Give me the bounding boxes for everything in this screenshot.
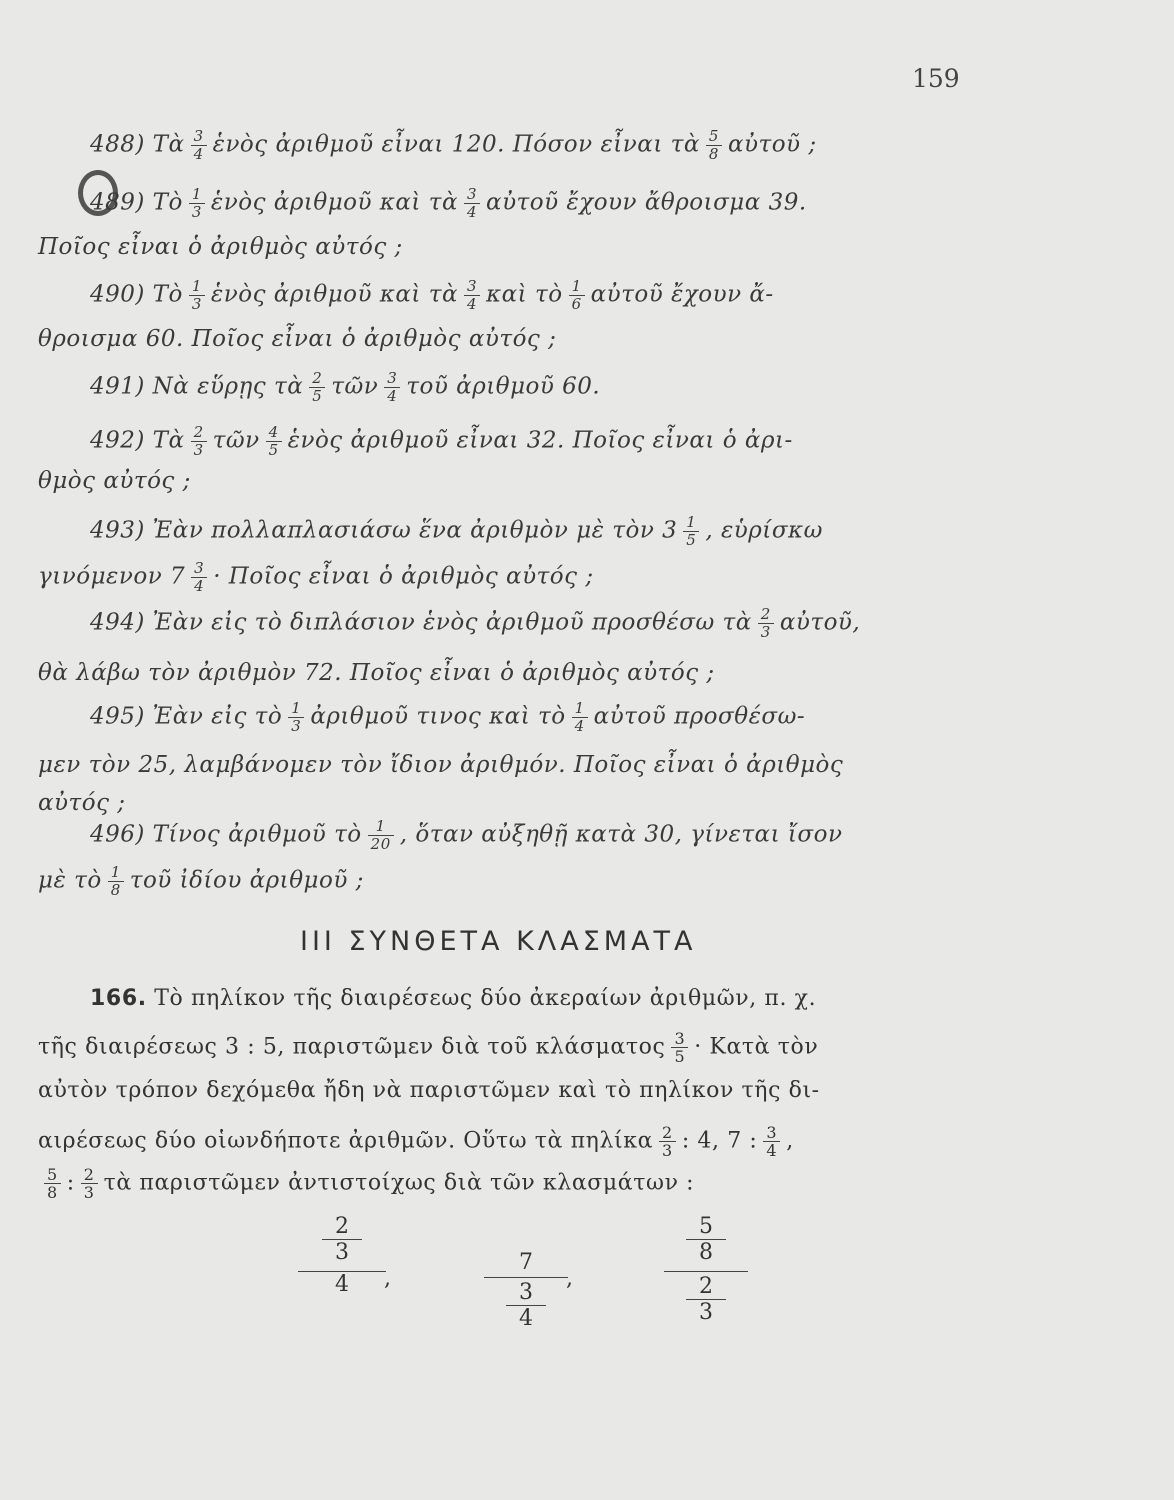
para-166-line-1: 166. Τὸ πηλίκον τῆς διαιρέσεως δύο ἀκεραίων ἀριθμῶν, π. χ. xyxy=(90,986,817,1011)
problem-494-cont: θὰ λάβω τὸν ἀριθμὸν 72. Ποῖος εἶναι ὁ ἀριθμὸς αὐτός ; xyxy=(38,660,715,686)
problem-489-cont: Ποῖος εἶναι ὁ ἀριθμὸς αὐτός ; xyxy=(38,234,403,260)
section-heading: III ΣΥΝΘΕΤΑ ΚΛΑΣΜΑΤΑ xyxy=(300,926,697,957)
problem-491: 491) Νὰ εὕρῃς τὰ $\frac{2}{5}$ τῶν $\frac{3}{4}$ τοῦ ἀριθμοῦ 60. xyxy=(90,369,601,405)
book-page: 159 488) Τὰ $\frac{3}{4}$ ἑνὸς ἀριθμοῦ εἶναι 120. Πόσον εἶναι τὰ $\frac{5}{8}$ αὐτοῦ ; 489) Τὸ $\frac{1}{3}$ ἑνὸς ἀριθμοῦ καὶ τὰ $\frac{3}{4}$ αὐτοῦ ἔχουν ἄθροισμα 39. Ποῖος εἶναι ὁ ἀριθμὸς αὐτός ; 490) Τὸ $\frac{1}{3}$ ἑνὸς ἀριθμοῦ καὶ τὰ $\frac{3}{4}$ καὶ τὸ $\frac{1}{6}$ αὐτοῦ ἔχουν ἄ- θροισμα 60. Ποῖος εἶναι ὁ ἀριθμὸς αὐτός ; 491) Νὰ εὕρῃς τὰ $\frac{2}{5}$ τῶν $\frac{3}{4}$ τοῦ ἀριθμοῦ 60. 492) Τὰ $\frac{2}{3}$ τῶν $\frac{4}{5}$ ἑνὸς ἀριθμοῦ εἶναι 32. Ποῖος εἶναι ὁ ἀρι- θμὸς αὐτός ; 493) Ἐὰν πολλαπλασιάσω ἕνα ἀριθμὸν μὲ τὸν 3 $\frac{1}{5}$ , εὑρίσκω γινόμενον 7 $\frac{3}{4}$ · Ποῖος εἶναι ὁ ἀριθμὸς αὐτός ; 494) Ἐὰν εἰς τὸ διπλάσιον ἑνὸς ἀριθμοῦ προσθέσω τὰ $\frac{2}{3}$ αὐτοῦ, θὰ λάβω τὸν ἀριθμὸν 72. Ποῖος εἶναι ὁ ἀριθμὸς αὐτός ; 495) Ἐὰν εἰς τὸ $\frac{1}{3}$ ἀριθμοῦ τινος καὶ τὸ $\frac{1}{4}$ αὐτοῦ προσθέσω- μεν τὸν 25, λαμβάνομεν τὸν ἴδιον ἀριθμόν. Ποῖος εἶναι ὁ ἀριθμὸς αὐτός ; 496) Τίνος ἀριθμοῦ τὸ $\frac{1}{20}$ , ὅταν αὐξηθῇ κατὰ 30, γίνεται ἴσον μὲ τὸ $\frac{1}{8}$ τοῦ ἰδίου ἀριθμοῦ ; III ΣΥΝΘΕΤΑ ΚΛΑΣΜΑΤΑ 166. Τὸ πηλίκον τῆς διαιρέσεως δύο ἀκεραίων ἀριθμῶν, π. χ. τῆς διαιρέσεως 3 : 5, παριστῶμεν διὰ τοῦ κλάσματος $\frac{3}{5}$ · Κατὰ τὸν αὐτὸν τρόπον δεχόμεθα ἤδη νὰ παριστῶμεν καὶ τὸ πηλίκον τῆς δι- αιρέσεως δύο οἱωνδήποτε ἀριθμῶν. Οὕτω τὰ πηλίκα $\frac{2}{3}$ : 4, 7 : $\frac{3}{4}$ , $\frac{5}{8}$ : $\frac{2}{3}$ τὰ παριστῶμεν ἀντιστοίχως διὰ τῶν κλασμάτων : 2 3 4 , 7 3 4 , 5 8 2 3 xyxy=(38,64,960,1331)
para-166-line-3: αὐτὸν τρόπον δεχόμεθα ἤδη νὰ παριστῶμεν καὶ τὸ πηλίκον τῆς δι- xyxy=(38,1078,820,1103)
page-number: 159 xyxy=(912,64,960,93)
problem-492-cont: θμὸς αὐτός ; xyxy=(38,468,191,494)
problem-490: 490) Τὸ $\frac{1}{3}$ ἑνὸς ἀριθμοῦ καὶ τὰ $\frac{3}{4}$ καὶ τὸ $\frac{1}{6}$ αὐτοῦ ἔχουν ἄ- xyxy=(90,277,774,313)
problem-493-cont: γινόμενον 7 $\frac{3}{4}$ · Ποῖος εἶναι ὁ ἀριθμὸς αὐτός ; xyxy=(38,559,594,595)
problem-488: 488) Τὰ $\frac{3}{4}$ ἑνὸς ἀριθμοῦ εἶναι 120. Πόσον εἶναι τὰ $\frac{5}{8}$ αὐτοῦ ; xyxy=(90,127,817,163)
fraction: $\frac{5}{8}$ xyxy=(706,128,722,163)
problem-496-cont: μὲ τὸ $\frac{1}{8}$ τοῦ ἰδίου ἀριθμοῦ ; xyxy=(38,863,364,899)
complex-fraction-2: 7 3 4 xyxy=(484,1250,568,1331)
para-166-line-2: τῆς διαιρέσεως 3 : 5, παριστῶμεν διὰ τοῦ κλάσματος $\frac{3}{5}$ · Κατὰ τὸν xyxy=(38,1029,819,1066)
problem-495: 495) Ἐὰν εἰς τὸ $\frac{1}{3}$ ἀριθμοῦ τινος καὶ τὸ $\frac{1}{4}$ αὐτοῦ προσθέσω- xyxy=(90,699,806,735)
para-166-line-5: $\frac{5}{8}$ : $\frac{2}{3}$ τὰ παριστῶμεν ἀντιστοίχως διὰ τῶν κλασμάτων : xyxy=(38,1166,694,1201)
fraction: $\frac{3}{4}$ xyxy=(191,128,207,163)
para-166-line-4: αιρέσεως δύο οἱωνδήποτε ἀριθμῶν. Οὕτω τὰ πηλίκα $\frac{2}{3}$ : 4, 7 : $\frac{3}{4}$ , xyxy=(38,1123,794,1160)
problem-494: 494) Ἐὰν εἰς τὸ διπλάσιον ἑνὸς ἀριθμοῦ προσθέσω τὰ $\frac{2}{3}$ αὐτοῦ, xyxy=(90,605,861,641)
problem-495-cont2: αὐτός ; xyxy=(38,790,126,816)
problem-490-cont: θροισμα 60. Ποῖος εἶναι ὁ ἀριθμὸς αὐτός ; xyxy=(38,326,557,352)
problem-492: 492) Τὰ $\frac{2}{3}$ τῶν $\frac{4}{5}$ ἑνὸς ἀριθμοῦ εἶναι 32. Ποῖος εἶναι ὁ ἀρι- xyxy=(90,423,793,459)
complex-fraction-1: 2 3 4 xyxy=(298,1214,386,1297)
problem-496: 496) Τίνος ἀριθμοῦ τὸ $\frac{1}{20}$ , ὅταν αὐξηθῇ κατὰ 30, γίνεται ἴσον xyxy=(90,817,843,853)
problem-495-cont: μεν τὸν 25, λαμβάνομεν τὸν ἴδιον ἀριθμόν. Ποῖος εἶναι ὁ ἀριθμὸς xyxy=(38,752,844,778)
problem-493: 493) Ἐὰν πολλαπλασιάσω ἕνα ἀριθμὸν μὲ τὸν 3 $\frac{1}{5}$ , εὑρίσκω xyxy=(90,513,823,549)
problem-489: 489) Τὸ $\frac{1}{3}$ ἑνὸς ἀριθμοῦ καὶ τὰ $\frac{3}{4}$ αὐτοῦ ἔχουν ἄθροισμα 39. xyxy=(90,185,807,221)
complex-fraction-3: 5 8 2 3 xyxy=(664,1214,748,1325)
